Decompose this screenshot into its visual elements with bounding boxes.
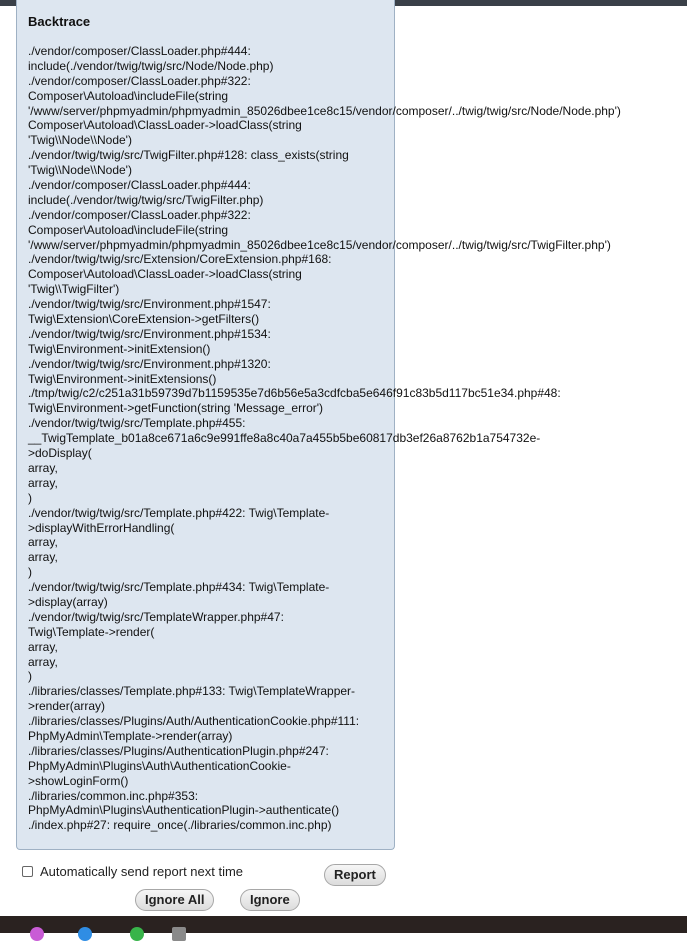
backtrace-line: array, bbox=[28, 550, 58, 565]
backtrace-line: ./libraries/common.inc.php#353: bbox=[28, 788, 199, 803]
taskbar bbox=[0, 916, 687, 933]
backtrace-line: ./vendor/twig/twig/src/Environment.php#1534: bbox=[28, 326, 271, 341]
browser-icon-2[interactable] bbox=[78, 927, 92, 941]
backtrace-line: __TwigTemplate_b01a8ce671a6c9e991ffe8a8c40a7a455b5be60817db3ef26a8762b1a754732e- bbox=[28, 431, 541, 446]
backtrace-line: '/www/server/phpmyadmin/phpmyadmin_85026dbee1ce8c15/vendor/composer/../twig/twig/src/Node/Node.php') bbox=[28, 103, 621, 118]
backtrace-line: ./index.php#27: require_once(./libraries/common.inc.php) bbox=[28, 818, 332, 833]
backtrace-line: ./libraries/classes/Plugins/Auth/AuthenticationCookie.php#111: bbox=[28, 714, 360, 729]
backtrace-panel bbox=[16, 0, 621, 850]
backtrace-line: >display(array) bbox=[28, 594, 108, 609]
backtrace-line: ./vendor/composer/ClassLoader.php#322: bbox=[28, 207, 251, 222]
backtrace-title: Backtrace bbox=[28, 14, 91, 29]
browser-icon-1[interactable] bbox=[30, 927, 44, 941]
backtrace-line: Twig\Template->render( bbox=[28, 624, 155, 639]
backtrace-line: ./vendor/twig/twig/src/Template.php#434: Twig\Template- bbox=[28, 580, 330, 595]
backtrace-line: ./vendor/twig/twig/src/TemplateWrapper.php#47: bbox=[28, 609, 284, 624]
backtrace-line: PhpMyAdmin\Plugins\Auth\AuthenticationCookie- bbox=[28, 758, 291, 773]
backtrace-line: ./tmp/twig/c2/c251a31b59739d7b1159535e7d6b56e5a3cdfcba5e646f91c83b5d117bc51e34.php#48: bbox=[28, 386, 561, 401]
backtrace-line: array, bbox=[28, 535, 58, 550]
backtrace-line: >displayWithErrorHandling( bbox=[28, 520, 175, 535]
backtrace-line: ./libraries/classes/Plugins/AuthenticationPlugin.php#247: bbox=[28, 743, 329, 758]
backtrace-line: ./vendor/twig/twig/src/TwigFilter.php#128: class_exists(string bbox=[28, 148, 349, 163]
backtrace-line: Twig\Environment->getFunction(string 'Message_error') bbox=[28, 401, 324, 416]
backtrace-line: PhpMyAdmin\Template->render(array) bbox=[28, 728, 233, 743]
backtrace-line: Composer\Autoload\includeFile(string bbox=[28, 88, 229, 103]
backtrace-line: 'Twig\\TwigFilter') bbox=[28, 282, 120, 297]
browser-icon-3[interactable] bbox=[130, 927, 144, 941]
backtrace-line: ./vendor/twig/twig/src/Extension/CoreExtension.php#168: bbox=[28, 252, 332, 267]
browser-icon-4[interactable] bbox=[172, 927, 186, 941]
report-button[interactable]: Report bbox=[324, 864, 386, 886]
backtrace-line: '/www/server/phpmyadmin/phpmyadmin_85026dbee1ce8c15/vendor/composer/../twig/twig/src/TwigFilter.php') bbox=[28, 237, 611, 252]
backtrace-line: ./libraries/classes/Template.php#133: Twig\TemplateWrapper- bbox=[28, 684, 356, 699]
backtrace-line: ./vendor/twig/twig/src/Environment.php#1547: bbox=[28, 297, 271, 312]
backtrace-line: Twig\Environment->initExtensions() bbox=[28, 371, 217, 386]
backtrace-line: include(./vendor/twig/twig/src/TwigFilter.php) bbox=[28, 192, 264, 207]
backtrace-line: ./vendor/twig/twig/src/Environment.php#1320: bbox=[28, 356, 271, 371]
backtrace-line: ) bbox=[28, 565, 32, 580]
backtrace-line: >showLoginForm() bbox=[28, 773, 129, 788]
ignore-button[interactable]: Ignore bbox=[240, 889, 300, 911]
ignore-all-button[interactable]: Ignore All bbox=[135, 889, 214, 911]
backtrace-line: 'Twig\\Node\\Node') bbox=[28, 133, 132, 148]
backtrace-line: PhpMyAdmin\Plugins\AuthenticationPlugin->authenticate() bbox=[28, 803, 340, 818]
backtrace-line: array, bbox=[28, 460, 58, 475]
backtrace-line: ./vendor/composer/ClassLoader.php#322: bbox=[28, 73, 251, 88]
backtrace-line: Twig\Environment->initExtension() bbox=[28, 341, 211, 356]
backtrace-line: ./vendor/composer/ClassLoader.php#444: bbox=[28, 44, 251, 58]
backtrace-line: Composer\Autoload\includeFile(string bbox=[28, 222, 229, 237]
auto-send-label[interactable]: Automatically send report next time bbox=[40, 863, 244, 879]
backtrace-line: include(./vendor/twig/twig/src/Node/Node.php) bbox=[28, 58, 274, 73]
backtrace-line: Composer\Autoload\ClassLoader->loadClass(string bbox=[28, 267, 302, 282]
backtrace-line: ./vendor/twig/twig/src/Template.php#455: bbox=[28, 416, 246, 431]
auto-send-row bbox=[22, 862, 243, 880]
backtrace-line: array, bbox=[28, 639, 58, 654]
backtrace-line: ) bbox=[28, 669, 32, 684]
backtrace-line: >render(array) bbox=[28, 699, 106, 714]
backtrace-text bbox=[28, 44, 621, 833]
auto-send-checkbox[interactable] bbox=[22, 866, 33, 877]
backtrace-line: ./vendor/twig/twig/src/Template.php#422: Twig\Template- bbox=[28, 505, 330, 520]
backtrace-line: Twig\Extension\CoreExtension->getFilters() bbox=[28, 312, 260, 327]
backtrace-line: Composer\Autoload\ClassLoader->loadClass(string bbox=[28, 118, 302, 133]
backtrace-line: ) bbox=[28, 490, 32, 505]
backtrace-line: array, bbox=[28, 475, 58, 490]
backtrace-line: >doDisplay( bbox=[28, 446, 92, 461]
backtrace-line: ./vendor/composer/ClassLoader.php#444: bbox=[28, 178, 251, 193]
backtrace-line: 'Twig\\Node\\Node') bbox=[28, 163, 132, 178]
backtrace-line: array, bbox=[28, 654, 58, 669]
